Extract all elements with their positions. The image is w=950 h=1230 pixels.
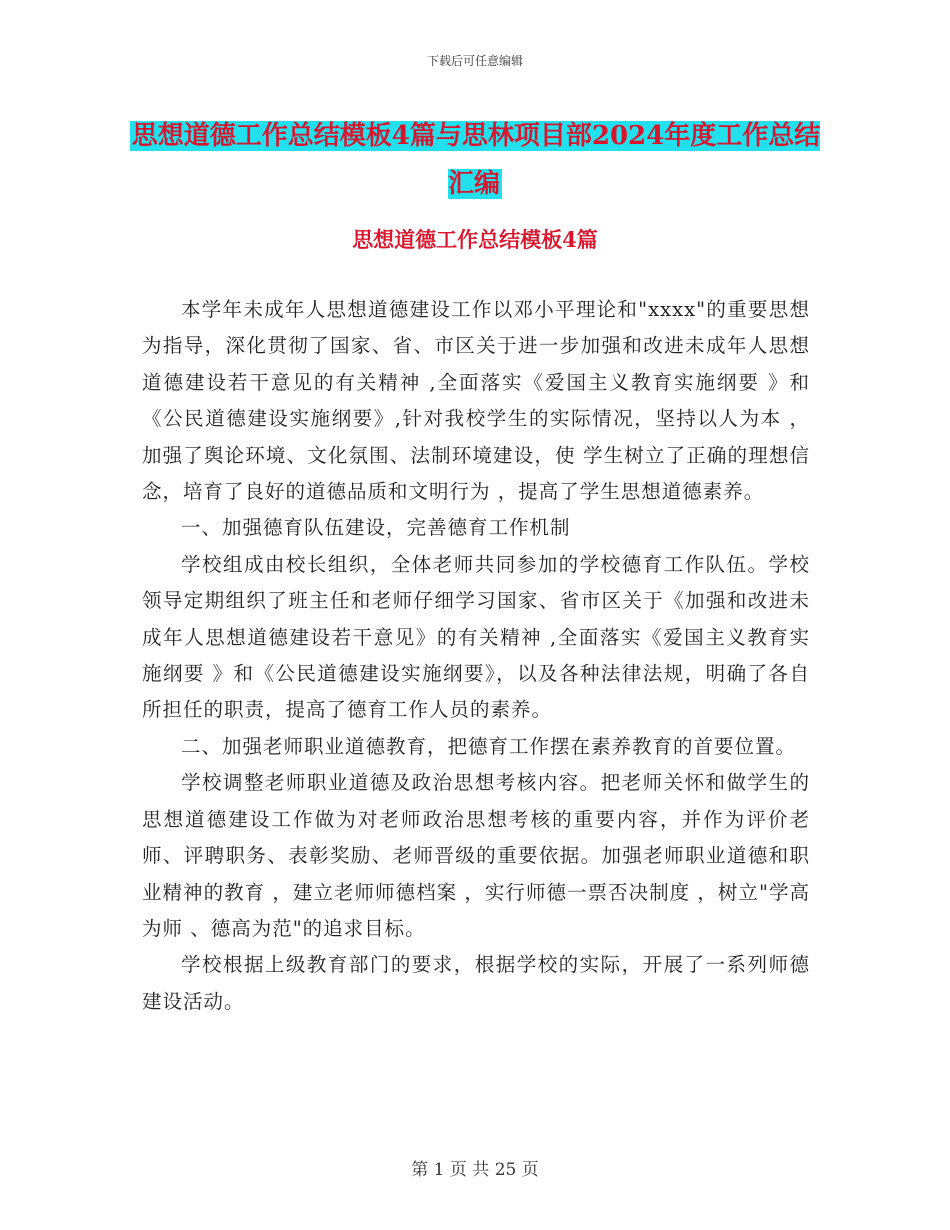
- page-number-footer: 第 1 页 共 25 页: [411, 1160, 539, 1180]
- section-title: 思想道德工作总结模板4篇: [352, 227, 598, 252]
- header-note: 下载后可任意编辑: [426, 54, 523, 68]
- body-text: [142, 292, 810, 1020]
- paragraph: 本学年未成年人思想道德建设工作以邓小平理论和"xxxx"的重要思想为指导，深化贯彻了国家、省、市区关于进一步加强和改进未成年人思想道德建设若干意见的有关精神 ,全面落实《爱国主义教育实施纲要 》和《公民道德建设实施纲要》,针对我校学生的实际情况，坚持以人为本 ，加强了舆论环境、文化氛围、法制环境建设，使 学生树立了正确的理想信念，培育了良好的道德品质和文明行为 ，提高了学生思想道德素养。: [142, 298, 810, 504]
- paragraph: 学校组成由校长组织，全体老师共同参加的学校德育工作队伍。学校领导定期组织了班主任和老师仔细学习国家、省市区关于《加强和改进未成年人思想道德建设若干意见》的有关精神 ,全面落实《爱国主义教育实施纲要 》和《公民道德建设实施纲要》，以及各种法律法规，明确了各自所担任的职责，提高了德育工作人员的素养。: [142, 552, 810, 722]
- paragraph: 学校调整老师职业道德及政治思想考核内容。把老师关怀和做学生的思想道德建设工作做为对老师政治思想考核的重要内容，并作为评价老师、评聘职务、表彰奖励、老师晋级的重要依据。加强老师职业道德和职业精神的教育 ，建立老师师德档案 ，实行师德一票否决制度 ，树立"学高为师 、德高为范"的追求目标。: [142, 771, 810, 940]
- paragraph-heading: 二、加强老师职业道德教育，把德育工作摆在素养教育的首要位置。: [181, 734, 797, 758]
- paragraph: 学校根据上级教育部门的要求，根据学校的实际，开展了一系列师德建设活动。: [142, 953, 810, 1013]
- document-title-text: 思想道德工作总结模板4篇与思林项目部2024年度工作总结汇编: [131, 121, 821, 199]
- paragraph-heading: 一、加强德育队伍建设，完善德育工作机制: [181, 516, 571, 540]
- document-title: [120, 112, 830, 208]
